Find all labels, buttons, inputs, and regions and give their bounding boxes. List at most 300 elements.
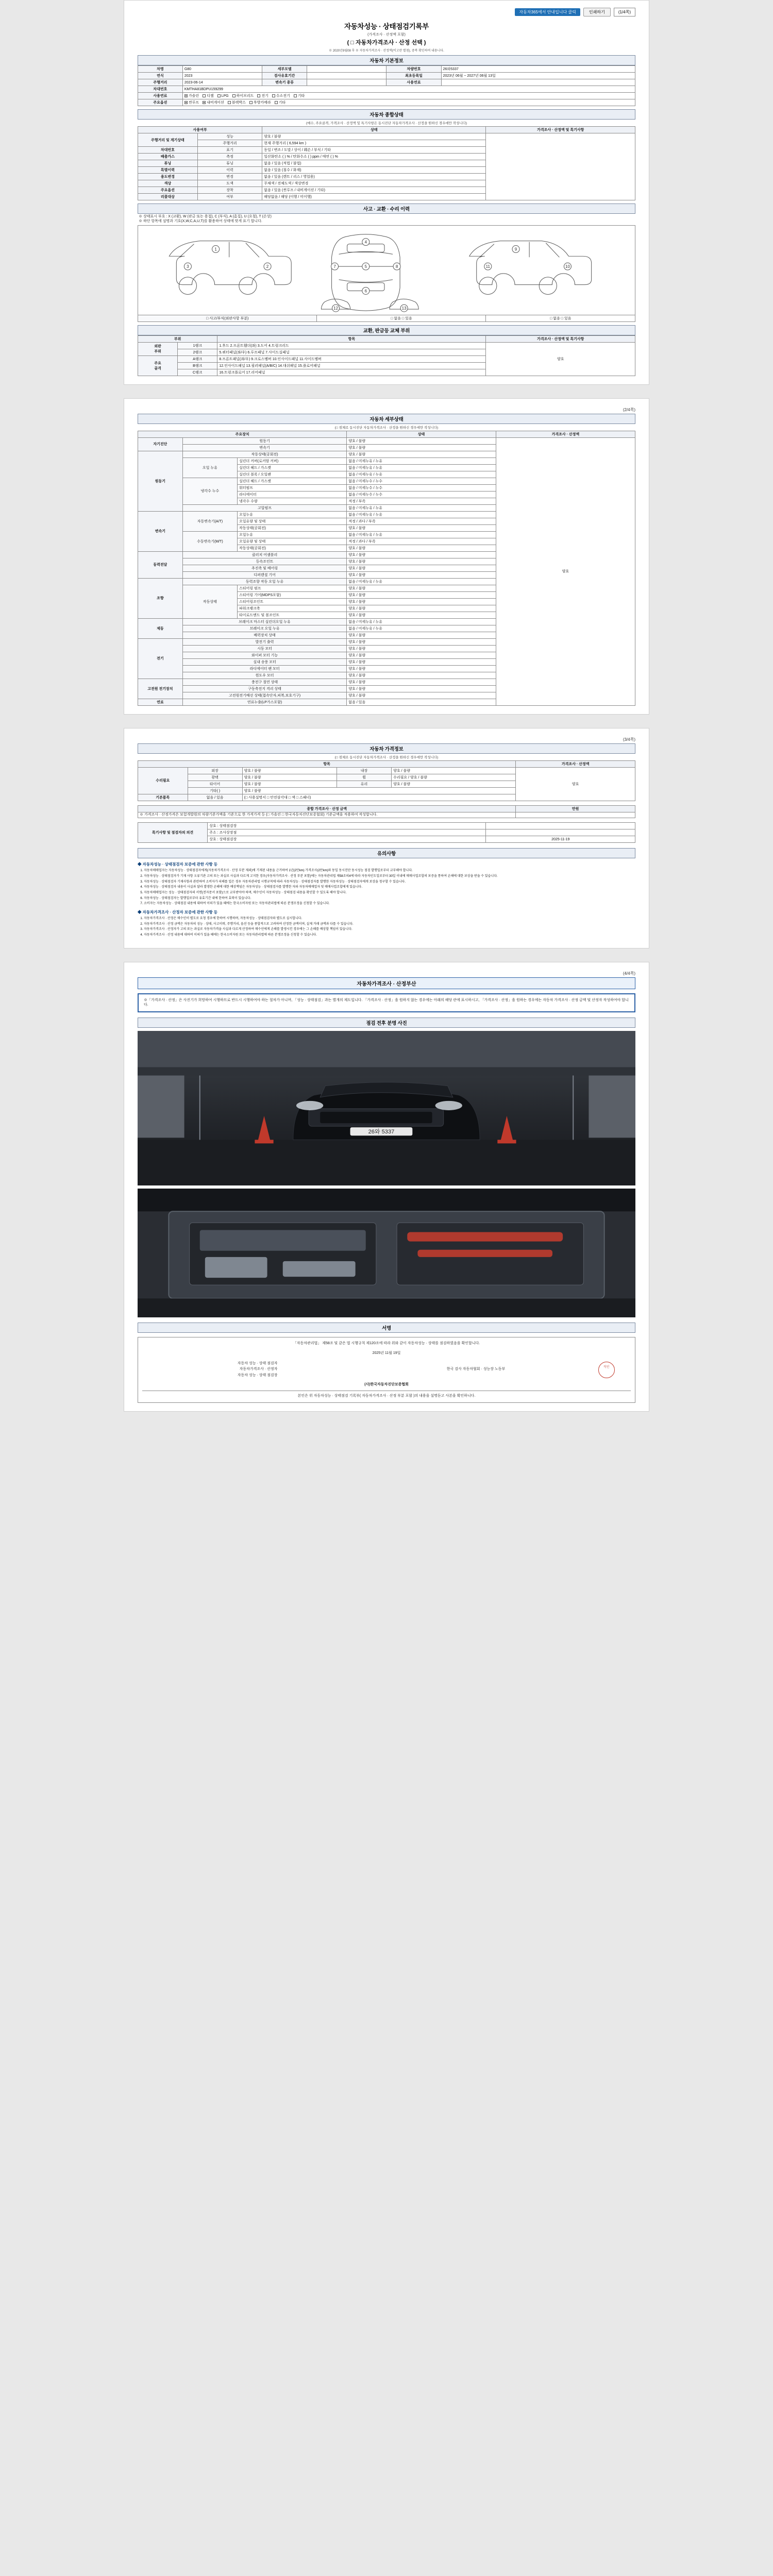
section-accident: 사고 · 교환 · 수리 이력 <box>138 204 635 214</box>
row-item-s0: 동력조향 작동 오일 누유 <box>182 578 346 585</box>
fuel-options: 가솔린 디젤 LPG 하이브리드 전기 수소전기 기타 <box>182 93 635 99</box>
row-state-p3: 양호 / 불량 <box>347 571 496 578</box>
basic-label-0: 차명 <box>138 66 183 73</box>
section-detail-state: 자동차 세부상태 <box>138 414 635 424</box>
notice-item-1-4: 5. 자동차매매업자는 성능 · 상태점검자의 서면(전자문서 포함)으로 교부받아야 하며, 매수인이 자동차성능 · 상태점검 내용을 확인할 수 있도록 해야 합니다. <box>144 891 635 895</box>
checkbox-option-rearcamera[interactable] <box>249 101 253 104</box>
row-state-s0: 없음 / 미세누유 / 누유 <box>347 578 496 585</box>
overall-row-2-item: 표기 <box>197 147 262 154</box>
frame-inner-rank-1: B랭크 <box>178 362 217 369</box>
page-4-notice-box <box>138 993 635 1013</box>
options-list: 썬루프 내비게이션 블랙박스 후방카메라 기타 <box>182 99 635 106</box>
notice-item-1-2: 3. 자동차성능 · 상태점검자 기재사항과 관련하여 소비자가 피해를 입은 경우 자동차관리법 시행규칙에 따라 자동차성능 · 상태점검자를 발행한 자동차성능 · 상태점검자에게 보상을 청구할 수 있습니다. <box>144 880 635 885</box>
page-title: 자동차성능 · 상태점검기록부 <box>344 23 429 30</box>
checkbox-fuel-etc[interactable] <box>294 94 297 97</box>
detail-head-0: 주요장치 <box>138 431 347 437</box>
price-row-label-repair: 수리필요 <box>138 767 188 794</box>
notice-item-1-5: 6. 자동차성능 · 상태점검자는 발행일로부터 유효기간 내에 한하여 효력이 있습니다. <box>144 896 635 901</box>
sign-stamp-cell <box>582 1361 631 1379</box>
row-item-s3: 스티어링조인트 <box>237 598 346 605</box>
company-row-2-v: 2025-11-19 <box>486 836 635 843</box>
sign-line-2-value <box>279 1372 445 1378</box>
page-4-title: 자동차가격조사 · 산정부산 <box>138 977 635 989</box>
row-state-s1: 양호 / 불량 <box>347 585 496 591</box>
overall-head-2: 상태 <box>262 127 486 133</box>
site-badge: 자동차365에서 안내입니다 클릭 <box>515 8 580 16</box>
row-state-e7: 적정 / 부족 <box>347 498 496 504</box>
row-state-el4: 양호 / 불량 <box>347 665 496 672</box>
row-item-s2: 스티어링 기어(MDPS포함) <box>237 591 346 598</box>
accident-footer-right: □ 없음 □ 있음 <box>486 315 635 321</box>
notice-title: 유의사항 <box>138 848 635 858</box>
page-2-indicator: (2/4쪽) <box>623 407 635 412</box>
row-item-e8: 고압펌프 <box>182 504 346 511</box>
row-item-el4: 라디에이터 팬 모터 <box>182 665 346 672</box>
overall-row-6-label: 용도변경 <box>138 174 198 180</box>
price-r0-c4: 양호 / 불량 <box>392 767 516 774</box>
car-diagram-svg <box>138 226 635 315</box>
row-item-el3: 실내 송풍 모터 <box>182 658 346 665</box>
price-head-0: 항목 <box>138 760 516 767</box>
overall-row-3-item: 측정 <box>197 154 262 160</box>
overall-row-5-label: 특별이력 <box>138 167 198 174</box>
notice-heading-2: ◆ 자동차가격조사 · 산정자 보증에 관한 사항 등 <box>138 910 217 915</box>
row-item-e2: 실린더 헤드 / 가스켓 <box>237 464 346 471</box>
svg-text:9: 9 <box>514 246 517 251</box>
notice-list-2 <box>144 917 635 938</box>
overall-row-7-label: 색상 <box>138 180 198 187</box>
frame-outer-items-1: 5.쿼터패널(좌/우) 6.루프패널 7.사이드실패널 <box>217 349 486 355</box>
notice-list-1 <box>144 869 635 906</box>
row-item-h0: 충전구 절연 상태 <box>182 679 346 685</box>
price-r1-c4: 수리필요 / 양호 / 불량 <box>392 774 516 781</box>
row-item-p3: 디퍼렌셜 기어 <box>182 571 346 578</box>
frame-table <box>138 335 635 376</box>
subgroup-steering-operation: 작동상태 <box>182 585 237 618</box>
overall-head-3: 가격조사 · 산정액 및 특기사항 <box>486 127 635 133</box>
row-state-t5: 양호 / 불량 <box>347 545 496 551</box>
row-item-e4: 실린더 헤드 / 가스켓 <box>237 478 346 484</box>
row-state-el3: 양호 / 불량 <box>347 658 496 665</box>
basic-value-0b <box>307 66 386 73</box>
row-state-p0: 양호 / 불량 <box>347 551 496 558</box>
notice-item-1-1: 2. 자동차성능 · 상태점검자가 기재 사항 오류기관 고의 또는 과실로 사실과 다르게 고지한 경우(자동차가격조사 · 산정 부분 포함)에는 자동차관리법 제58조의4에 따라 자동차인도일로부터 30일 이내에 매매사업조합의 보증을 통하여 손해에 대한 보상을 받을 수 있습니다. <box>144 874 635 879</box>
svg-text:6: 6 <box>364 289 367 293</box>
svg-text:8: 8 <box>395 264 398 269</box>
detail-head-3: 가격조사 · 산정액 <box>496 431 635 437</box>
group-powertrain: 동력전달 <box>138 551 183 578</box>
row-item-el0: 발전기 출력 <box>182 638 346 645</box>
total-price-title: 종합 가격조사 · 산정 금액 <box>138 805 516 812</box>
overall-row-6-item: 변경 <box>197 174 262 180</box>
row-state-e6: 없음 / 미세누수 / 누수 <box>347 491 496 498</box>
frame-inner-items-0: 8.프론트패널(좌/우) 9.크로스멤버 10.인사이드패널 11.사이드멤버 <box>217 355 486 362</box>
row-item-t1: 오일유량 및 상태 <box>237 518 346 524</box>
overall-row-7-item: 도색 <box>197 180 262 187</box>
row-item-p1: 등속조인트 <box>182 558 346 565</box>
row-item-1: 변속기 <box>182 444 346 451</box>
sign-org: (사)한국자동차진단보증협회 <box>364 1382 409 1386</box>
price-row-label-basic: 기본품목 <box>138 794 188 801</box>
detail-state-table <box>138 431 635 706</box>
overall-row-0-state: 양호 / 불량 <box>262 133 486 140</box>
basic-value-2c <box>441 79 635 86</box>
svg-text:3: 3 <box>187 264 189 269</box>
group-engine: 원동기 <box>138 451 183 511</box>
page-3 <box>124 728 649 948</box>
row-state-el1: 양호 / 불량 <box>347 645 496 652</box>
row-state-e4: 없음 / 미세누수 / 누수 <box>347 478 496 484</box>
page-1 <box>124 0 649 385</box>
checkbox-fuel-hybrid[interactable] <box>232 94 236 97</box>
signature-text: 「자동차관리법」 제58조 및 같은 법 시행규칙 제120조에 따라 위와 같이 자동차성능 · 상태를 점검하였음을 확인합니다. <box>293 1342 480 1346</box>
row-state-e0: 양호 / 불량 <box>347 451 496 457</box>
photo-front-svg <box>138 1031 635 1185</box>
company-row-1: 주소 : 조사상장점 <box>208 829 486 836</box>
row-state-el5: 양호 / 불량 <box>347 672 496 679</box>
svg-text:10: 10 <box>565 264 570 269</box>
company-row-2: 상호 : 상태점검장 <box>208 836 486 843</box>
row-item-e7: 냉각수 수량 <box>237 498 346 504</box>
detail-head-2: 상태 <box>347 431 496 437</box>
basic-value-2b <box>307 79 386 86</box>
accident-footer-mid: □ 없음 □ 있음 <box>317 315 486 321</box>
price-remark: 양호 <box>516 767 635 801</box>
overall-row-0-label: 주행거리 및 계기상태 <box>138 133 198 147</box>
section-frame: 교환, 판금등 교체 부위 <box>138 325 635 335</box>
price-head-1: 가격조사 · 산정액 <box>516 760 635 767</box>
price-r2-c3: 유리 <box>337 781 391 787</box>
row-state-b1: 없음 / 미세누유 / 누유 <box>347 625 496 632</box>
sign-footer: 본인은 위 자동차성능 · 상태점검 기록부( 자동차가격조사 · 산정 부분 포함 )의 내용을 설명듣고 사본을 확인하니다. <box>297 1394 476 1398</box>
doc-note: ※ 2020년9월08 후 ※ 자동차가격조사 · 산정액(비고란 별첨), 중복 확인하여 내용니다. <box>329 49 444 53</box>
overall-row-8-label: 주요옵션 <box>138 187 198 194</box>
group-steering: 조향 <box>138 578 183 618</box>
row-state-s5: 양호 / 불량 <box>347 612 496 618</box>
company-row-0: 상호 : 상태점검장 <box>208 823 486 829</box>
row-item-t5: 작동상태(공회전) <box>237 545 346 551</box>
top-toolbar <box>138 8 635 16</box>
row-state-p1: 양호 / 불량 <box>347 558 496 565</box>
price-r1-c3: 휠 <box>337 774 391 781</box>
frame-remark: 양호 <box>486 342 635 376</box>
price-info-table <box>138 760 635 801</box>
checkbox-option-navigation[interactable] <box>203 101 206 104</box>
svg-text:1: 1 <box>214 246 217 251</box>
overall-row-7-state: 무채색 / 전체도색 / 색상변경 <box>262 180 486 187</box>
company-info-table <box>138 822 635 843</box>
total-price-value[interactable] <box>516 812 635 818</box>
page-4-box-text: ※「가격조사 · 산정」은 사진기가 희망하여 시행하므로 반드시 시행하여야 하는 절차가 아니며, 「성능 · 상태점검」과는 별개의 제도입니다. 「가격조사 · 산정」을 원하지 않는 경우에는 아래의 해당 란에 표시하시고, 「가격조사 · 산정」을 원하는 경우에는 자동차 가격조사 · 산정 금액 및 산정자 작성하여야 합니다. <box>144 998 629 1007</box>
group-brake: 제동 <box>138 618 183 638</box>
signature-lines-table <box>142 1361 631 1379</box>
total-price-unit: 만원 <box>516 805 635 812</box>
overall-row-5-item: 이력 <box>197 167 262 174</box>
section-price-sub: (□ 점체로 동시진단 자동차가격조사 · 산정을 원하신 경우에만 작성니다) <box>334 755 439 759</box>
svg-text:7: 7 <box>333 264 336 269</box>
row-state-e2: 없음 / 미세누유 / 누유 <box>347 464 496 471</box>
row-state-0: 양호 / 불량 <box>347 437 496 444</box>
subgroup-manual-transmission: 수동변속기(M/T) <box>182 531 237 551</box>
subgroup-coolant-leak: 냉각수 누수 <box>182 478 237 504</box>
checkbox-fuel-diesel[interactable] <box>203 94 206 97</box>
sign-line-0-value <box>279 1361 445 1367</box>
overall-row-4-label: 튜닝 <box>138 160 198 167</box>
basic-label-0c: 차량번호 <box>386 66 441 73</box>
svg-text:5: 5 <box>364 264 367 269</box>
row-state-e3: 없음 / 미세누유 / 누유 <box>347 471 496 478</box>
doc-subtitle: (가격조사 · 산정액 포함) <box>367 33 406 37</box>
price-r2-c2: 양호 / 불량 <box>242 781 337 787</box>
overall-row-9-label: 리콜대상 <box>138 194 198 200</box>
row-item-el5: 윈도우 모터 <box>182 672 346 679</box>
row-item-t4: 오일유량 및 상태 <box>237 538 346 545</box>
row-state-t4: 적정 / 과다 / 부족 <box>347 538 496 545</box>
row-item-el1: 시동 모터 <box>182 645 346 652</box>
sign-org-2: 한국 검사 자동차협회 · 성능장 노동부 <box>446 1367 506 1371</box>
checkbox-fuel-gasoline[interactable] <box>184 94 188 97</box>
page-2 <box>124 398 649 715</box>
basic-label-1c: 최초등록일 <box>386 73 441 79</box>
inspection-photo-front <box>138 1031 635 1185</box>
section-overall-state: 자동차 종합상태 <box>138 109 635 120</box>
frame-inner-label: 주요 골격 <box>138 355 178 376</box>
row-state-1: 양호 / 불량 <box>347 444 496 451</box>
overall-row-6-state: 없음 / 있음 (렌트 / 리스 / 영업용) <box>262 174 486 180</box>
group-fuel: 연료 <box>138 699 183 705</box>
row-state-b2: 양호 / 불량 <box>347 632 496 638</box>
notice-item-2-0: 1. 자동차가격조사 · 산정은 매수인이 별도로 요청 경우에 한하여 시행하며, 자동차성능 · 상태점검자와 별도로 실시합니다. <box>144 917 635 921</box>
basic-value-3: KMTHA81BDPU159299 <box>182 86 635 93</box>
row-item-b1: 브레이크 오일 누유 <box>182 625 346 632</box>
overall-row-5-state: 없음 / 있음 (침수 / 화재) <box>262 167 486 174</box>
section-basic-info: 자동차 기본정보 <box>138 55 635 65</box>
overall-row-8-item: 장착 <box>197 187 262 194</box>
page-4 <box>124 962 649 1412</box>
svg-text:26와 5337: 26와 5337 <box>368 1129 395 1136</box>
svg-text:13: 13 <box>401 306 407 311</box>
price-r0-c3: 내장 <box>337 767 391 774</box>
price-r4-c1: 없음 / 있음 <box>188 794 242 801</box>
row-item-0: 원동기 <box>182 437 346 444</box>
page-indicator: (1/4쪽) <box>614 8 635 16</box>
basic-value-1b <box>307 73 386 79</box>
overall-row-8-state: 없음 / 있음 (썬루프 / 내비게이션 / 기타) <box>262 187 486 194</box>
row-item-h2: 고전원전기배선 상태(접속단자,피복,보호기구) <box>182 692 346 699</box>
checkbox-fuel-hydrogen[interactable] <box>272 94 275 97</box>
basic-value-0c: 26와5337 <box>441 66 635 73</box>
row-state-t3: 없음 / 미세누유 / 누유 <box>347 531 496 538</box>
row-item-b2: 배력장치 상태 <box>182 632 346 638</box>
total-price-table <box>138 805 635 819</box>
company-label: 특기사항 및 점검자의 의견 <box>138 823 208 843</box>
notice-item-2-2: 3. 자동차가격조사 · 산정자가 고의 또는 과실로 자동차가격을 사실과 다르게 산정하여 매수인에게 손해를 발생시킨 경우에는 그 손해를 배상할 책임이 있습니다. <box>144 927 635 932</box>
group-high-voltage: 고전원 전기장치 <box>138 679 183 699</box>
row-item-e3: 실린더 블록 / 오일팬 <box>237 471 346 478</box>
svg-text:12: 12 <box>333 306 339 311</box>
row-item-s5: 타이로드엔드 및 볼조인트 <box>237 612 346 618</box>
detail-remark: 양호 <box>496 437 635 705</box>
fuel-label: 사용연료 <box>138 93 183 99</box>
section-overall-sub: (매수, 주요골격, 가격조사 · 산정액 및 특기사항은 동시진단 자동차가격조사 · 산정을 원하신 경우에만 작성니다) <box>306 122 467 125</box>
row-state-e1: 없음 / 미세누유 / 누유 <box>347 457 496 464</box>
frame-outer-rank-1: 2랭크 <box>178 349 217 355</box>
row-state-el0: 양호 / 불량 <box>347 638 496 645</box>
row-item-t3: 오일누유 <box>237 531 346 538</box>
row-item-b0: 브레이크 마스터 실린더오일 누유 <box>182 618 346 625</box>
frame-outer-items-0: 1.후드 2.프론트휀더(좌) 3.도어 4.트렁크리드 <box>217 342 486 349</box>
sign-line-1-value <box>279 1367 445 1372</box>
notice-item-2-3: 4. 자동차가격조사 · 산정 내용에 대하여 이의가 있을 때에는 한국소비자원 또는 자동차관리법에 따른 분쟁조정을 신청할 수 있습니다. <box>144 933 635 938</box>
group-electric: 전기 <box>138 638 183 679</box>
basic-label-2b: 변속기 종류 <box>262 79 307 86</box>
row-state-h1: 양호 / 불량 <box>347 685 496 692</box>
notice-item-2-1: 2. 자동차가격조사 · 산정 금액은 자동차의 성능 · 상태, 사고이력, 주행거리, 옵션 등을 종합적으로 고려하여 산정한 금액이며, 실제 거래 금액과 다를 수 있습니다. <box>144 922 635 927</box>
car-damage-diagram[interactable] <box>138 225 635 315</box>
frame-inner-items-1: 12.인사이드패널 13.필러패널(A/B/C) 14.대쉬패널 15.플로어패널 <box>217 362 486 369</box>
checkbox-fuel-lpg[interactable] <box>217 94 221 97</box>
notice-heading-1: ◆ 자동차성능 · 상태점검자 보증에 관한 사항 등 <box>138 862 217 867</box>
basic-label-1: 연식 <box>138 73 183 79</box>
company-row-0-v <box>486 823 635 829</box>
row-item-t0: 오일누유 <box>237 511 346 518</box>
basic-value-1: 2023 <box>182 73 262 79</box>
row-item-e5: 워터펌프 <box>237 484 346 491</box>
official-seal-icon: 직인 <box>598 1362 615 1378</box>
group-transmission: 변속기 <box>138 511 183 551</box>
row-state-el2: 양호 / 불량 <box>347 652 496 658</box>
price-r4-c2: (□ 사용설명서 □ 안전삼각대 □ 잭 □ 스패너) <box>242 794 516 801</box>
frame-inner-rank-0: A랭크 <box>178 355 217 362</box>
checkbox-fuel-electric[interactable] <box>257 94 260 97</box>
overall-row-4-item: 튜닝 <box>197 160 262 167</box>
row-item-e1: 실린더 커버(로커암 커버) <box>237 457 346 464</box>
frame-head-1: 항목 <box>217 335 486 342</box>
section-detail-sub: (□ 점체로 동시진단 자동차가격조사 · 산정을 원하신 경우에만 작성니다) <box>334 426 439 430</box>
svg-text:4: 4 <box>364 240 367 245</box>
price-r0-c1: 외장 <box>188 767 242 774</box>
price-r1-c2: 양호 / 불량 <box>242 774 337 781</box>
overall-row-4-state: 없음 / 있음 (적법 / 불법) <box>262 160 486 167</box>
notice-item-1-6: 7. 소비자는 자동차성능 · 상태점검 내용에 대하여 이의가 있을 때에는 한국소비자원 또는 자동차관리법에 따른 분쟁조정을 신청할 수 있습니다. <box>144 902 635 906</box>
group-self-diagnosis: 자기진단 <box>138 437 183 451</box>
frame-inner-rank-2: C랭크 <box>178 369 217 376</box>
frame-outer-rank-0: 1랭크 <box>178 342 217 349</box>
row-item-e0: 작동상태(공회전) <box>182 451 346 457</box>
overall-row-9-state: 해당없음 / 해당 (이행 / 미이행) <box>262 194 486 200</box>
svg-text:11: 11 <box>485 264 490 269</box>
basic-value-2: 2023-06-14 <box>182 79 262 86</box>
row-item-t2: 작동상태(공회전) <box>237 524 346 531</box>
row-state-f0: 없음 / 있음 <box>347 699 496 705</box>
basic-label-1b: 검사유효기간 <box>262 73 307 79</box>
row-state-s3: 양호 / 불량 <box>347 598 496 605</box>
overall-row-2-state: 동일 / 변조 / 도말 / 상이 / 훼손 / 부식 / 기타 <box>262 147 486 154</box>
notice-item-1-0: 1. 자동차매매업자는 자동차성능 · 상태점검자에게(자동차가격조사 · 산정 부분 제외)에 기재된 내용을 근거하여 1년(2만km) 가격조사(2만km)와 동일 동시진단 동시성능 점검 발행일로부터 교부해야 합니다. <box>144 869 635 873</box>
overall-row-2-label: 차대번호 <box>138 147 198 154</box>
photo-engine-svg <box>138 1189 635 1317</box>
basic-label-3: 차대번호 <box>138 86 183 93</box>
accident-note-1: ※ 상태표시 부호 : X (교환), W (판금 또는 용접), C (부식), A (흠집), U (요철), T (손상) <box>139 215 272 218</box>
row-state-h0: 양호 / 불량 <box>347 679 496 685</box>
total-price-note: ※ 가격조사 · 산정가격은 보험개발원의 차량기준가액을 기준으로 한 가격가격 등 (□ 가솔린 □ 한국자동차진단보증협회) 기준금액을 적용하여 작성합니다. <box>138 812 516 818</box>
photo-section-title: 점검 전후 분명 사진 <box>138 1018 635 1028</box>
accident-footer-left: □ 사고/부식(외판사항 부분) <box>138 315 317 321</box>
price-r3-c2: 양호 / 불량 <box>242 787 516 794</box>
print-button[interactable]: 인쇄하기 <box>583 8 611 16</box>
frame-inner-items-2: 16.트렁크플로어 17.리어패널 <box>217 369 486 376</box>
basic-value-0: G80 <box>182 66 262 73</box>
overall-remark <box>486 133 635 200</box>
checkbox-option-blackbox[interactable] <box>228 101 231 104</box>
row-item-f0: 연료누출(LP가스포함) <box>182 699 346 705</box>
row-state-t0: 없음 / 미세누유 / 누유 <box>347 511 496 518</box>
row-item-s4: 파워크랭크축 <box>237 605 346 612</box>
doc-subtitle-2: ( □ 자동차가격조사 · 산정 선택 ) <box>347 40 426 46</box>
options-label: 주요옵션 <box>138 99 183 106</box>
inspection-photo-engine <box>138 1189 635 1317</box>
row-item-el2: 와이퍼 모터 기능 <box>182 652 346 658</box>
basic-label-2c: 사용연료 <box>386 79 441 86</box>
notice-item-1-3: 4. 자동차성능 · 상태점검자 내용이 사실과 달라 발생한 손해에 대한 배상책임은 자동차성능 · 상태점검자를 발행한 자와 자동차매매업자 및 매매사업조합에게 있습니다. <box>144 885 635 890</box>
row-state-s2: 양호 / 불량 <box>347 591 496 598</box>
basic-label-0b: 세부모델 <box>262 66 307 73</box>
sign-line-2-label: 자동차 성능 · 상태 점검장 <box>237 1373 278 1377</box>
price-r1-c1: 광택 <box>188 774 242 781</box>
overall-row-0-item: 성능 <box>197 133 262 140</box>
price-r2-c1: 타이어 <box>188 781 242 787</box>
overall-row-9-item: 여부 <box>197 194 262 200</box>
basic-value-1c: 2023년 06월 ~ 2027년 06월 13일 <box>441 73 635 79</box>
checkbox-option-sunroof[interactable] <box>184 101 188 104</box>
row-item-p2: 추진축 및 베어링 <box>182 565 346 571</box>
section-price-info: 자동차 가격정보 <box>138 743 635 754</box>
row-item-h1: 구동축전지 격리 상태 <box>182 685 346 692</box>
overall-state-table <box>138 126 635 200</box>
signature-area <box>138 1337 635 1403</box>
overall-head-0: 사용여부 <box>138 127 262 133</box>
row-state-e5: 없음 / 미세누수 / 누수 <box>347 484 496 491</box>
overall-row-3-label: 배출가스 <box>138 154 198 160</box>
price-r2-c4: 양호 / 불량 <box>392 781 516 787</box>
page-3-indicator: (3/4쪽) <box>623 737 635 742</box>
svg-text:2: 2 <box>266 264 269 269</box>
frame-head-0: 부위 <box>138 335 217 342</box>
row-state-b0: 없음 / 미세누유 / 누유 <box>347 618 496 625</box>
overall-row-1-state: 현재 주행거리 ( 6,594 km ) <box>262 140 486 147</box>
subgroup-auto-transmission: 자동변속기(A/T) <box>182 511 237 531</box>
frame-head-2: 가격조사 · 산정액 및 특기사항 <box>486 335 635 342</box>
signature-date: 2025년 11월 19일 <box>372 1351 401 1355</box>
price-r0-c2: 양호 / 불량 <box>242 767 337 774</box>
frame-outer-label: 외판 부위 <box>138 342 178 355</box>
sign-line-1-label: 자동차가격조사 · 산정자 <box>239 1367 278 1371</box>
basic-label-2: 주행거리 <box>138 79 183 86</box>
checkbox-option-etc[interactable] <box>275 101 278 104</box>
company-row-1-v <box>486 829 635 836</box>
accident-note-2: ※ 하단 항목에 설명과 기호(X,W,C,A,U,T)를 활용하여 상태에 맞게 표기 합니다. <box>139 219 262 223</box>
row-state-p2: 양호 / 불량 <box>347 565 496 571</box>
row-item-s1: 스티어링 펌프 <box>237 585 346 591</box>
page-4-indicator: (4/4쪽) <box>623 971 635 976</box>
price-r3-c1: 기타( ) <box>188 787 242 794</box>
row-state-h2: 양호 / 불량 <box>347 692 496 699</box>
basic-info-table <box>138 65 635 106</box>
row-state-s4: 양호 / 불량 <box>347 605 496 612</box>
overall-row-3-state: 일산화탄소 ( ) % / 탄화수소 ( ) ppm / 매연 ( ) % <box>262 154 486 160</box>
row-state-e8: 없음 / 미세누유 / 누유 <box>347 504 496 511</box>
overall-row-1-item: 주행거리 <box>197 140 262 147</box>
